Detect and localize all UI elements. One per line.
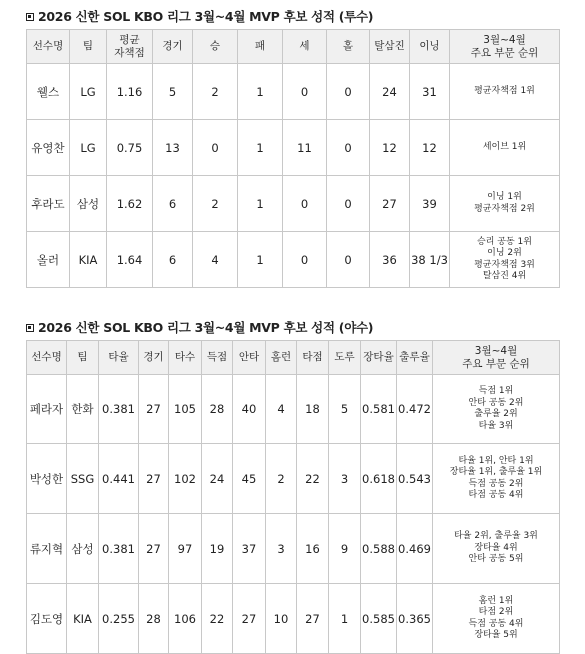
ranking-note: 평균자책점 1위 (474, 85, 535, 96)
header-cell (329, 341, 361, 375)
stat-cell: 22 (202, 584, 233, 654)
stat-cell: 36 (370, 232, 410, 288)
header-cell (370, 30, 410, 64)
stat-cell: 0 (193, 120, 238, 176)
batter-table-title (26, 318, 373, 336)
header-cell (153, 30, 193, 64)
stat-cell: 0.255 (99, 584, 139, 654)
stat-cell: 0.381 (99, 375, 139, 444)
stat-cell: 3 (266, 514, 297, 584)
header-text: 주요 부문 순위 (470, 46, 539, 59)
ranking-note: 세이브 1위 (482, 141, 527, 152)
stat-cell: 13 (153, 120, 193, 176)
stat-cell: 9 (329, 514, 361, 584)
header-text: 도루 (334, 351, 355, 363)
ranking-notes-cell (433, 514, 560, 584)
stat-cell: 0 (327, 120, 370, 176)
stat-cell: 37 (233, 514, 266, 584)
player-name-cell: 김도영 (27, 584, 67, 654)
ranking-notes-cell (433, 444, 560, 514)
ranking-notes-cell (450, 64, 560, 120)
stat-cell: 45 (233, 444, 266, 514)
header-text: 세 (299, 40, 310, 52)
header-cell (283, 30, 327, 64)
stat-cell: 97 (169, 514, 202, 584)
stat-cell: 27 (297, 584, 329, 654)
ranking-notes-cell (450, 232, 560, 288)
stat-cell: 0 (283, 176, 327, 232)
stat-cell: 27 (139, 444, 169, 514)
table-row (27, 375, 560, 444)
header-text: 홈런 (270, 351, 292, 363)
stat-cell: 0.469 (397, 514, 433, 584)
ranking-note: 득점 1위 (478, 386, 514, 396)
header-text: 출루율 (399, 351, 430, 363)
stat-cell: 27 (139, 375, 169, 444)
ranking-note: 안타 공동 2위 (468, 397, 524, 408)
stat-cell: 2 (193, 176, 238, 232)
header-cell (107, 30, 153, 64)
ranking-note: 타율 3위 (478, 420, 514, 431)
stat-cell: 0.543 (397, 444, 433, 514)
stat-cell: 4 (193, 232, 238, 288)
header-cell (238, 30, 283, 64)
stat-cell: 31 (410, 64, 450, 120)
header-text: 승 (209, 40, 221, 52)
stat-cell: 0 (283, 64, 327, 120)
stat-cell: KIA (70, 232, 107, 288)
header-cell (202, 341, 233, 375)
player-name-cell: 후라도 (27, 176, 70, 232)
stat-cell: 16 (297, 514, 329, 584)
player-name-cell: 박성한 (27, 444, 67, 514)
stat-cell: 0 (327, 64, 370, 120)
ranking-note: 승리 공동 1위 (477, 236, 532, 247)
player-name-cell: 류지혁 (27, 514, 67, 584)
header-text: 득점 (206, 351, 228, 363)
stat-cell: 27 (370, 176, 410, 232)
stat-cell: 38 1/3 (410, 232, 450, 288)
stat-cell: 0.581 (361, 375, 397, 444)
table-row (27, 232, 560, 288)
stat-cell: 39 (410, 176, 450, 232)
ranking-note: 득점 공동 2위 (468, 478, 524, 489)
stat-cell: 1.62 (107, 176, 153, 232)
header-text: 경기 (162, 40, 183, 52)
ranking-note: 안타 공동 5위 (468, 554, 524, 565)
header-text: 팀 (82, 40, 94, 52)
stat-cell: 0.588 (361, 514, 397, 584)
ranking-note: 이닝 1위 (487, 192, 522, 202)
header-text: 타수 (174, 351, 196, 363)
header-text: 타점 (302, 351, 323, 363)
table-row (27, 514, 560, 584)
header-text: 탈삼진 (374, 40, 405, 52)
header-text: 평균 (119, 33, 140, 46)
header-cell (70, 30, 107, 64)
header-cell (67, 341, 99, 375)
ranking-notes-cell (450, 120, 560, 176)
stat-cell: 1 (238, 176, 283, 232)
ranking-note: 평균자책점 3위 (474, 259, 535, 270)
player-name-cell: 올러 (27, 232, 70, 288)
batter-stats-table (26, 340, 560, 654)
header-cell (297, 341, 329, 375)
header-cell (233, 341, 266, 375)
stat-cell: 27 (233, 584, 266, 654)
ranking-note: 평균자책점 2위 (474, 203, 535, 214)
ranking-note: 장타율 4위 (474, 542, 518, 553)
batter-title-text: 2026 신한 SOL KBO 리그 3월~4월 MVP 후보 성적 (야수) (38, 320, 374, 335)
square-bullet-icon (26, 324, 34, 332)
header-cell (27, 30, 70, 64)
stat-cell: 5 (329, 375, 361, 444)
header-cell (99, 341, 139, 375)
player-name-cell: 페라자 (27, 375, 67, 444)
header-text: 타율 (108, 351, 129, 363)
stat-cell: 6 (153, 176, 193, 232)
header-cell (410, 30, 450, 64)
stat-cell: 2 (266, 444, 297, 514)
ranking-note: 탈삼진 4위 (482, 271, 527, 281)
stat-cell: 28 (139, 584, 169, 654)
stat-cell: 28 (202, 375, 233, 444)
header-text: 3월~4월 (474, 344, 518, 357)
stat-cell: 1 (238, 64, 283, 120)
stat-cell: 삼성 (70, 176, 107, 232)
header-text: 3월~4월 (483, 33, 526, 46)
stat-cell: 40 (233, 375, 266, 444)
stat-cell: 10 (266, 584, 297, 654)
header-text: 선수명 (32, 40, 64, 52)
table-row (27, 584, 560, 654)
ranking-note: 출루율 2위 (474, 409, 518, 419)
stat-cell: 3 (329, 444, 361, 514)
stat-cell: 삼성 (67, 514, 99, 584)
ranking-note: 장타율 1위, 출루율 1위 (449, 467, 543, 477)
table-row (27, 120, 560, 176)
stat-cell: 0.585 (361, 584, 397, 654)
header-cell (361, 341, 397, 375)
header-text: 패 (254, 40, 266, 52)
header-text: 안타 (238, 351, 260, 363)
stat-cell: 106 (169, 584, 202, 654)
header-cell (139, 341, 169, 375)
table-row (27, 64, 560, 120)
stat-cell: 2 (193, 64, 238, 120)
header-cell (433, 341, 560, 375)
stat-cell: 102 (169, 444, 202, 514)
stat-cell: 0.365 (397, 584, 433, 654)
stat-cell: 0.441 (99, 444, 139, 514)
stat-cell: 0 (283, 232, 327, 288)
ranking-note: 타점 공동 4위 (468, 490, 524, 500)
header-text: 자책점 (114, 46, 145, 59)
header-cell (397, 341, 433, 375)
stat-cell: 0 (327, 176, 370, 232)
table-row (27, 444, 560, 514)
stat-cell: 12 (370, 120, 410, 176)
header-cell (27, 341, 67, 375)
header-cell (327, 30, 370, 64)
stat-cell: 1 (329, 584, 361, 654)
pitcher-stats-table (26, 29, 560, 288)
ranking-note: 타율 1위, 안타 1위 (458, 455, 534, 466)
ranking-note: 득점 공동 4위 (468, 618, 524, 629)
stat-cell: 12 (410, 120, 450, 176)
stat-cell: 한화 (67, 375, 99, 444)
stat-cell: 0.472 (397, 375, 433, 444)
stat-cell: 0.618 (361, 444, 397, 514)
stat-cell: 5 (153, 64, 193, 120)
stat-cell: LG (70, 64, 107, 120)
header-text: 선수명 (31, 351, 62, 363)
stat-cell: SSG (67, 444, 99, 514)
header-cell (266, 341, 297, 375)
stat-cell: 0 (327, 232, 370, 288)
stat-cell: 24 (370, 64, 410, 120)
stat-cell: 0.381 (99, 514, 139, 584)
header-text: 주요 부문 순위 (462, 357, 530, 370)
stat-cell: 18 (297, 375, 329, 444)
table-row (27, 176, 560, 232)
ranking-note: 타율 2위, 출루율 3위 (454, 531, 538, 542)
stat-cell: 1 (238, 120, 283, 176)
ranking-note: 장타율 5위 (474, 630, 518, 640)
stat-cell: 4 (266, 375, 297, 444)
header-cell (169, 341, 202, 375)
header-text: 장타율 (363, 351, 394, 363)
square-bullet-icon (26, 13, 34, 21)
ranking-note: 타점 2위 (478, 607, 514, 617)
header-cell (193, 30, 238, 64)
header-cell (450, 30, 560, 64)
ranking-notes-cell (450, 176, 560, 232)
stat-cell: 1.16 (107, 64, 153, 120)
header-text: 이닝 (419, 40, 440, 52)
header-text: 경기 (143, 351, 164, 363)
ranking-notes-cell (433, 584, 560, 654)
header-text: 홀 (342, 40, 354, 52)
stat-cell: 22 (297, 444, 329, 514)
stat-cell: 0.75 (107, 120, 153, 176)
stat-cell: LG (70, 120, 107, 176)
player-name-cell: 유영찬 (27, 120, 70, 176)
pitcher-table-title (26, 7, 373, 25)
stat-cell: 1.64 (107, 232, 153, 288)
stat-cell: 24 (202, 444, 233, 514)
stat-cell: 19 (202, 514, 233, 584)
stat-cell: 1 (238, 232, 283, 288)
stat-cell: 6 (153, 232, 193, 288)
stat-cell: KIA (67, 584, 99, 654)
ranking-notes-cell (433, 375, 560, 444)
stat-cell: 105 (169, 375, 202, 444)
stat-cell: 11 (283, 120, 327, 176)
stat-cell: 27 (139, 514, 169, 584)
player-name-cell: 웰스 (27, 64, 70, 120)
ranking-note: 이닝 2위 (487, 248, 522, 258)
header-text: 팀 (77, 351, 88, 363)
ranking-note: 홈런 1위 (478, 595, 514, 606)
pitcher-title-text: 2026 신한 SOL KBO 리그 3월~4월 MVP 후보 성적 (투수) (38, 9, 374, 24)
